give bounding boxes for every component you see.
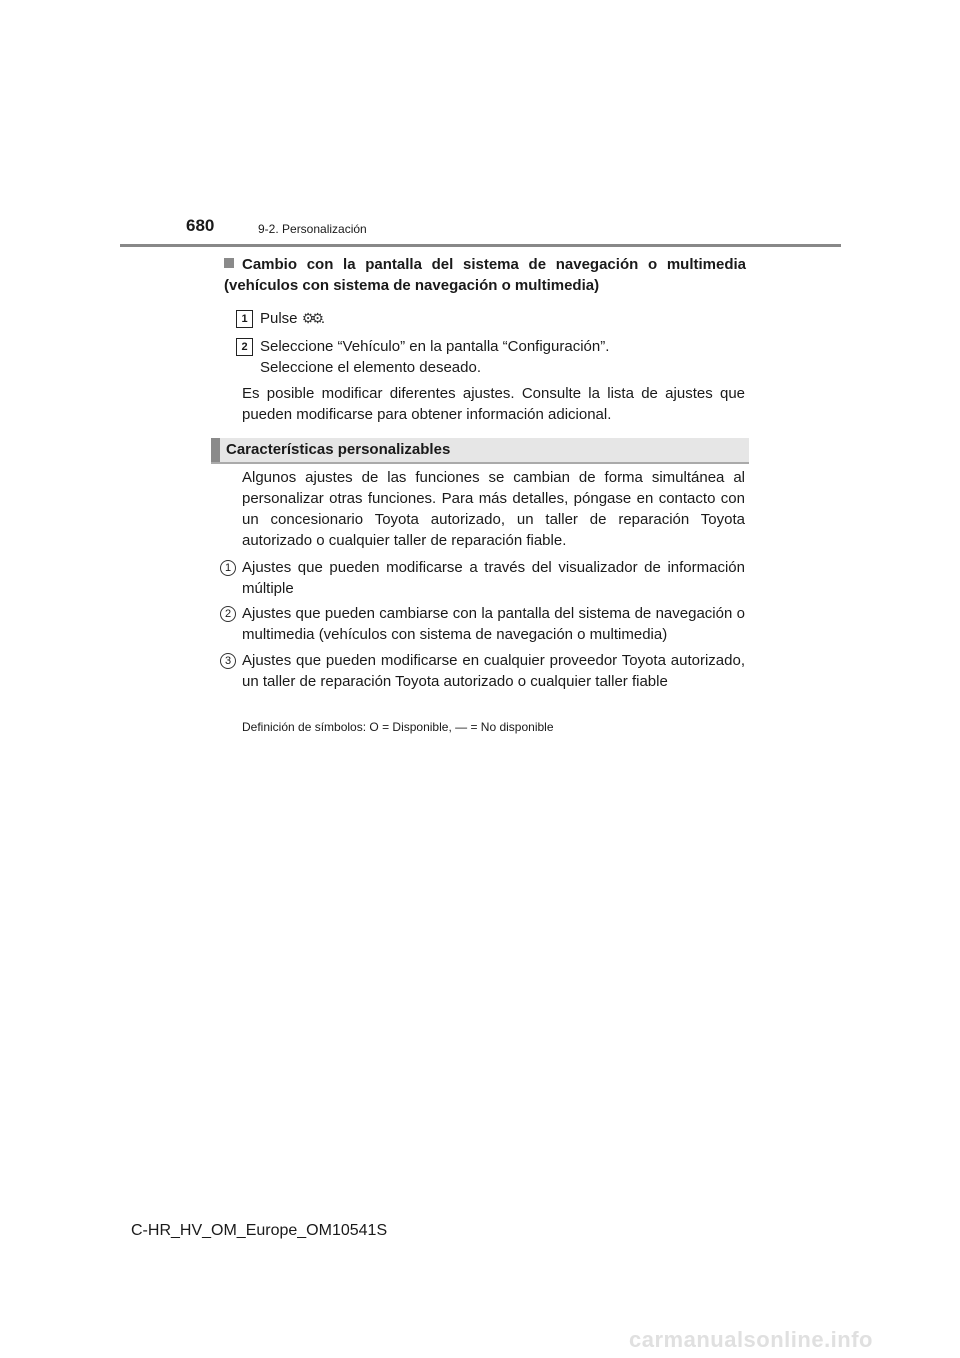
paragraph-note: Algunos ajustes de las funciones se cambian de forma simultánea al personalizar otras funciones. Para más detalles, póngase en contacto con un concesionario Toyota autorizado, un taller de reparación Toyota autorizado o cualquier taller de reparación fiable.	[242, 469, 745, 549]
footer-doc-id: C-HR_HV_OM_Europe_OM10541S	[131, 1222, 388, 1239]
item-number: 1	[220, 560, 236, 576]
step-text-after: .	[320, 310, 325, 327]
section-title: 9-2. Personalización	[258, 222, 367, 236]
watermark: carmanualsonline.info	[629, 1327, 873, 1352]
list-item: Ajustes que pueden modificarse a través del visualizador de información múltiple	[242, 559, 745, 597]
section-band	[211, 438, 749, 464]
gear-icon: ⚙⚙	[301, 310, 321, 326]
step-number: 1	[236, 310, 253, 328]
list-item: Ajustes que pueden cambiarse con la pantalla del sistema de navegación o multimedia (vehículos con sistema de navegación o multimedia)	[242, 605, 745, 643]
section-band-label: Características personalizables	[226, 441, 451, 458]
heading-text: Cambio con la pantalla del sistema de navegación o multimedia (vehículos con sistema de navegación o multimedia)	[224, 256, 746, 294]
step-text-line1: Seleccione “Vehículo” en la pantalla “Configuración”.	[260, 338, 610, 355]
step-number: 2	[236, 338, 253, 356]
step-text-before: Pulse	[260, 310, 302, 327]
symbol-legend: Definición de símbolos: O = Disponible, — = No disponible	[242, 720, 554, 734]
item-number: 3	[220, 653, 236, 669]
step-2	[236, 336, 609, 378]
square-bullet-icon	[224, 258, 234, 268]
list-item: Ajustes que pueden modificarse en cualquier proveedor Toyota autorizado, un taller de reparación Toyota autorizado o cualquier taller fiable	[242, 652, 745, 690]
page-number: 680	[186, 216, 215, 235]
header-rule	[120, 244, 841, 247]
step-1	[236, 308, 325, 329]
paragraph-intro: Es posible modificar diferentes ajustes. Consulte la lista de ajustes que pueden modificarse para obtener información adicional.	[242, 385, 745, 423]
item-number: 2	[220, 606, 236, 622]
step-text-line2: Seleccione el elemento deseado.	[260, 359, 481, 376]
band-accent	[211, 438, 220, 462]
subsection-heading	[224, 254, 746, 296]
